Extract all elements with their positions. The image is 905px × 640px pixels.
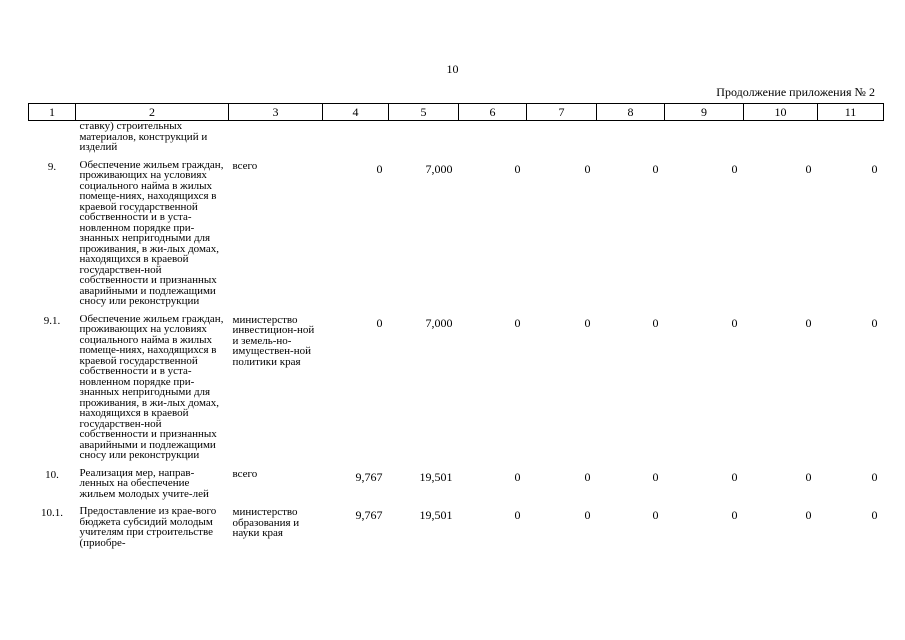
row-value: 0 bbox=[652, 469, 659, 484]
page-number: 10 bbox=[446, 62, 459, 76]
row-value: 0 bbox=[871, 508, 878, 522]
row-description: Обеспечение жильем граждан, проживающих на условиях социального найма в жилых помеще-ниях, находящихся в краевой государственной собственности и в уста-новленном порядке при-знанных непригодными для проживания, в жи-лых домах, находящихся в краевой государствен-ной собственности и признанных аварийными и подлежащими сносу или реконструкции bbox=[79, 312, 224, 461]
row-description: Обеспечение жильем граждан, проживающих на условиях социального найма в жилых помеще-ниях, находящихся в краевой государственной собственности и в уста-новленном порядке при-знанных непригодными для проживания, в жи-лых домах, находящихся в краевой государствен-ной собственности и признанных аварийными и подлежащими сносу или реконструкции bbox=[79, 158, 224, 307]
header-cell: 5 bbox=[389, 104, 459, 121]
row-value: 0 bbox=[514, 315, 521, 330]
row-number: 9. bbox=[47, 160, 57, 173]
table-header-row bbox=[29, 104, 884, 121]
header-cell: 7 bbox=[527, 104, 597, 121]
row-description: Предоставление из крае-вого бюджета субсидий молодым учителям при строительстве (приобре- bbox=[79, 505, 217, 549]
row-value: 0 bbox=[376, 315, 383, 330]
header-cell: 11 bbox=[818, 104, 884, 121]
row-value: 0 bbox=[731, 315, 738, 330]
row-number: 10.1. bbox=[41, 507, 63, 519]
row-value bbox=[744, 121, 818, 160]
row-value bbox=[389, 121, 459, 160]
table-row bbox=[29, 468, 884, 507]
row-value: 9,767 bbox=[355, 469, 383, 484]
row-value bbox=[665, 121, 744, 160]
appendix-table bbox=[28, 103, 884, 548]
row-value: 0 bbox=[652, 508, 659, 522]
row-value: 0 bbox=[805, 161, 812, 176]
row-value bbox=[323, 121, 389, 160]
row-value: 0 bbox=[376, 161, 383, 176]
row-value: 0 bbox=[584, 161, 591, 176]
row-value: 0 bbox=[652, 161, 659, 176]
row-value: 0 bbox=[731, 161, 738, 176]
row-value: 0 bbox=[584, 508, 591, 522]
header-cell: 10 bbox=[744, 104, 818, 121]
row-value: 0 bbox=[584, 315, 591, 330]
row-value bbox=[597, 121, 665, 160]
row-value: 0 bbox=[805, 469, 812, 484]
row-value bbox=[818, 121, 884, 160]
row-value: 19,501 bbox=[419, 508, 453, 522]
row-responsible: всего bbox=[232, 159, 258, 172]
row-responsible: министерство инвестицион-ной и земель-но-имуществен-ной политики края bbox=[232, 313, 315, 368]
row-value: 9,767 bbox=[355, 508, 383, 522]
continuation-label: Продолжение приложения № 2 bbox=[716, 85, 875, 99]
row-responsible: всего bbox=[232, 467, 258, 480]
row-value: 0 bbox=[871, 469, 878, 484]
row-number: 9.1. bbox=[43, 314, 61, 327]
row-value: 0 bbox=[584, 469, 591, 484]
row-value: 0 bbox=[514, 469, 521, 484]
header-cell: 8 bbox=[597, 104, 665, 121]
row-value: 0 bbox=[514, 508, 521, 522]
table-row bbox=[29, 160, 884, 314]
header-cell: 1 bbox=[29, 104, 76, 121]
row-responsible bbox=[229, 121, 323, 160]
row-value: 7,000 bbox=[425, 315, 453, 330]
row-responsible: министерство образования и науки края bbox=[232, 506, 300, 539]
row-value: 0 bbox=[652, 315, 659, 330]
header-cell: 3 bbox=[229, 104, 323, 121]
row-value: 0 bbox=[871, 161, 878, 176]
row-value: 0 bbox=[731, 469, 738, 484]
row-description: ставку) строительных материалов, конструкций и изделий bbox=[79, 120, 208, 153]
row-value: 7,000 bbox=[425, 161, 453, 176]
header-cell: 2 bbox=[76, 104, 229, 121]
row-value: 0 bbox=[871, 315, 878, 330]
header-cell: 9 bbox=[665, 104, 744, 121]
header-cell: 6 bbox=[459, 104, 527, 121]
header-cell: 4 bbox=[323, 104, 389, 121]
table-row bbox=[29, 314, 884, 468]
row-number bbox=[29, 121, 76, 160]
row-value bbox=[459, 121, 527, 160]
row-value: 0 bbox=[514, 161, 521, 176]
row-number: 10. bbox=[45, 468, 59, 481]
row-value bbox=[527, 121, 597, 160]
row-value: 0 bbox=[805, 315, 812, 330]
table-row bbox=[29, 506, 884, 548]
table-row bbox=[29, 121, 884, 160]
row-value: 0 bbox=[805, 508, 812, 522]
row-description: Реализация мер, направ-ленных на обеспечение жильем молодых учите-лей bbox=[79, 466, 209, 500]
row-value: 19,501 bbox=[419, 469, 453, 484]
row-value: 0 bbox=[731, 508, 738, 522]
